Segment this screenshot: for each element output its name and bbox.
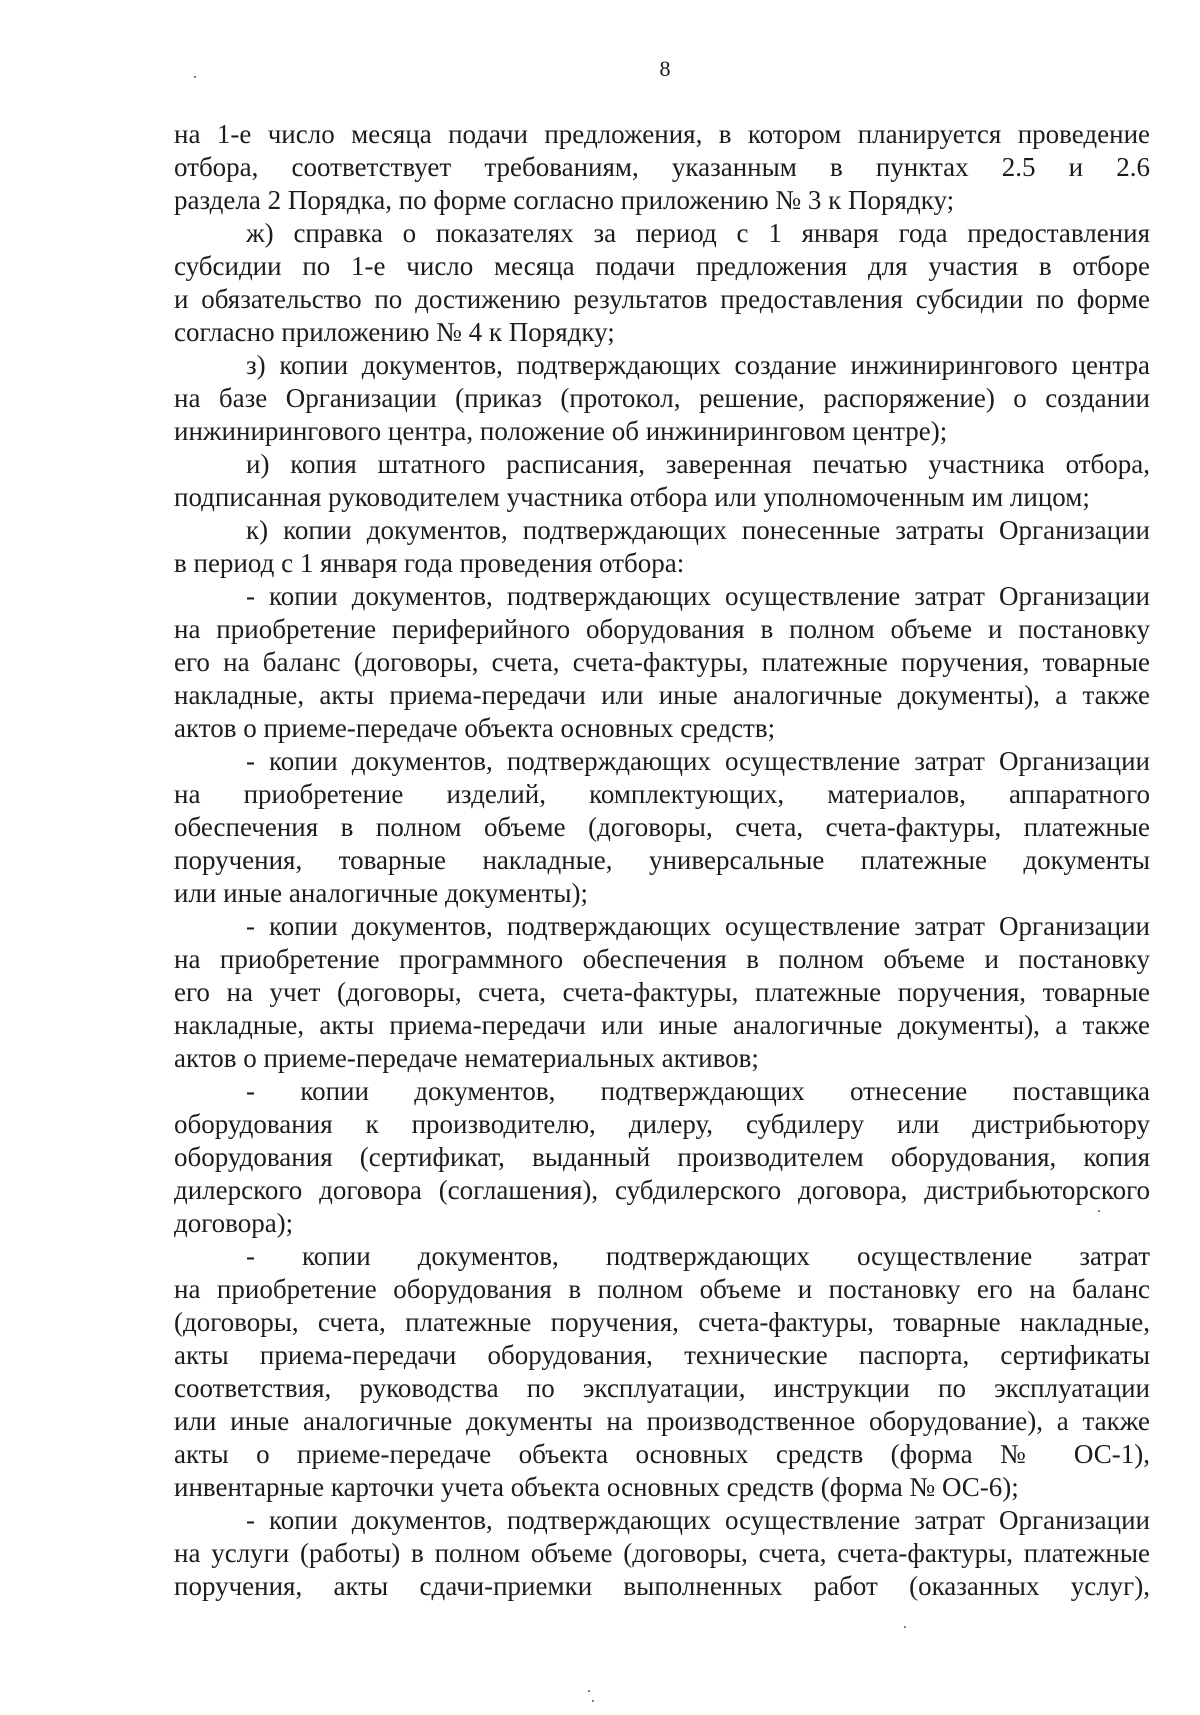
text-line: поручения, акты сдачи-приемки выполненных работ (оказанных услуг),	[174, 1571, 1150, 1601]
text-line: з) копии документов, подтверждающих создание инжинирингового центра	[246, 350, 1150, 380]
text-line: - копии документов, подтверждающих осуществление затрат Организации	[246, 911, 1150, 941]
text-line: накладные, акты приема-передачи или иные аналогичные документы), а также	[174, 1010, 1150, 1040]
text-line: актов о приеме-передаче объекта основных средств;	[174, 713, 776, 743]
text-line: - копии документов, подтверждающих осуществление затрат Организации	[246, 746, 1150, 776]
scan-speck	[1098, 1210, 1100, 1212]
text-line: дилерского договора (соглашения), субдилерского договора, дистрибьюторского	[174, 1175, 1150, 1205]
scan-speck	[904, 1626, 906, 1628]
paragraph-sub-components	[174, 745, 1150, 910]
paragraph-item-zh	[174, 217, 1150, 349]
text-line: на базе Организации (приказ (протокол, решение, распоряжение) о создании	[174, 383, 1150, 413]
text-line: инжинирингового центра, положение об инжиниринговом центре);	[174, 416, 948, 446]
text-line: на приобретение изделий, комплектующих, материалов, аппаратного	[174, 779, 1150, 809]
text-line: его на баланс (договоры, счета, счета-фактуры, платежные поручения, товарные	[174, 647, 1150, 677]
text-line: - копии документов, подтверждающих осуществление затрат	[246, 1241, 1150, 1271]
text-line: ж) справка о показателях за период с 1 января года предоставления	[246, 218, 1150, 248]
paragraph-sub-peripheral	[174, 580, 1150, 745]
paragraph-item-i	[174, 448, 1150, 514]
text-line: или иные аналогичные документы);	[174, 878, 589, 908]
text-line: отбора, соответствует требованиям, указанным в пунктах 2.5 и 2.6	[174, 152, 1150, 182]
text-line: инвентарные карточки учета объекта основных средств (форма № ОС-6);	[174, 1472, 1019, 1502]
text-line: (договоры, счета, платежные поручения, счета-фактуры, товарные накладные,	[174, 1307, 1150, 1337]
scan-speck	[592, 1700, 594, 1702]
text-line: на приобретение периферийного оборудования в полном объеме и постановку	[174, 614, 1150, 644]
text-line: раздела 2 Порядка, по форме согласно приложению № 3 к Порядку;	[174, 185, 955, 215]
text-line: в период с 1 января года проведения отбора:	[174, 548, 685, 578]
text-line: поручения, товарные накладные, универсальные платежные документы	[174, 845, 1150, 875]
text-line: на приобретение программного обеспечения в полном объеме и постановку	[174, 944, 1150, 974]
text-line: оборудования к производителю, дилеру, субдилеру или дистрибьютору	[174, 1109, 1150, 1139]
text-line: акты приема-передачи оборудования, технические паспорта, сертификаты	[174, 1340, 1150, 1370]
scan-speck	[194, 76, 196, 78]
text-line: и обязательство по достижению результатов предоставления субсидии по форме	[174, 284, 1150, 314]
page-number: 8	[659, 56, 671, 81]
paragraph-sub-services	[174, 1504, 1150, 1603]
paragraph-item-z	[174, 349, 1150, 448]
text-line: накладные, акты приема-передачи или иные аналогичные документы), а также	[174, 680, 1150, 710]
paragraph-item-k	[174, 514, 1150, 580]
text-line: оборудования (сертификат, выданный производителем оборудования, копия	[174, 1142, 1150, 1172]
text-line: на приобретение оборудования в полном объеме и постановку его на баланс	[174, 1274, 1150, 1304]
text-line: обеспечения в полном объеме (договоры, счета, счета-фактуры, платежные	[174, 812, 1150, 842]
document-body	[174, 118, 1150, 1603]
text-line: подписанная руководителем участника отбора или уполномоченным им лицом;	[174, 482, 1090, 512]
text-line: договора);	[174, 1208, 294, 1238]
text-line: его на учет (договоры, счета, счета-фактуры, платежные поручения, товарные	[174, 977, 1150, 1007]
text-line: - копии документов, подтверждающих осуществление затрат Организации	[246, 1505, 1150, 1535]
text-line: акты о приеме-передаче объекта основных средств (форма № ОС-1),	[174, 1439, 1150, 1469]
paragraph-sub-software	[174, 910, 1150, 1075]
paragraph-sub-equipment	[174, 1240, 1150, 1504]
paragraph-continuation	[174, 118, 1150, 217]
text-line: на услуги (работы) в полном объеме (договоры, счета, счета-фактуры, платежные	[174, 1538, 1150, 1568]
text-line: актов о приеме-передаче нематериальных активов;	[174, 1043, 759, 1073]
text-line: - копии документов, подтверждающих осуществление затрат Организации	[246, 581, 1150, 611]
text-line: соответствия, руководства по эксплуатации, инструкции по эксплуатации	[174, 1373, 1150, 1403]
text-line: - копии документов, подтверждающих отнесение поставщика	[246, 1076, 1150, 1106]
text-line: на 1-е число месяца подачи предложения, в котором планируется проведение	[174, 119, 1150, 149]
text-line: согласно приложению № 4 к Порядку;	[174, 317, 615, 347]
text-line: к) копии документов, подтверждающих понесенные затраты Организации	[246, 515, 1150, 545]
text-line: субсидии по 1-е число месяца подачи предложения для участия в отборе	[174, 251, 1150, 281]
text-line: и) копия штатного расписания, заверенная печатью участника отбора,	[246, 449, 1150, 479]
paragraph-sub-supplier	[174, 1075, 1150, 1240]
scan-speck	[588, 1690, 590, 1692]
text-line: или иные аналогичные документы на производственное оборудование), а также	[174, 1406, 1150, 1436]
